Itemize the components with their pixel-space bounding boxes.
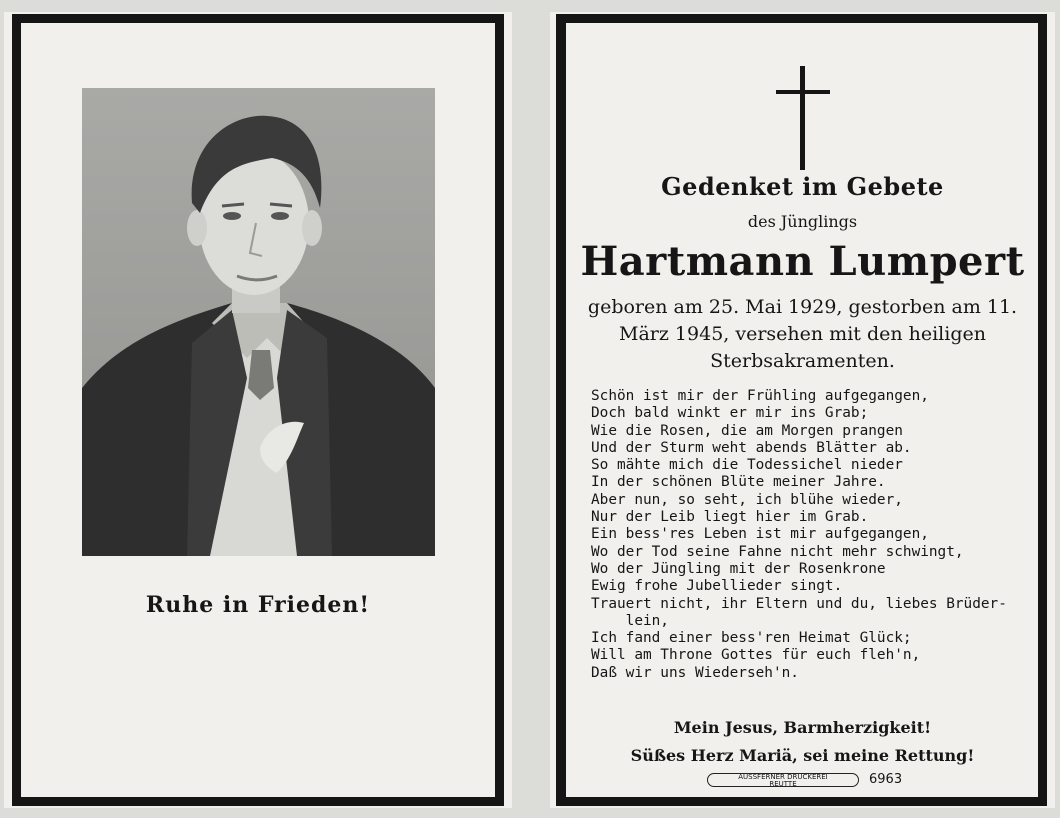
- prayer-line-1: Mein Jesus, Barmherzigkeit!: [673, 718, 932, 737]
- prayer-line-2: Süßes Herz Mariä, sei meine Rettung!: [630, 746, 975, 765]
- cross-icon: [776, 66, 830, 170]
- poem-line: In der schönen Blüte meiner Jahre.: [591, 474, 886, 491]
- poem-line: Aber nun, so seht, ich blühe wieder,: [591, 491, 903, 508]
- printer-logo-line1: AUSSFERNER DRUCKEREI: [738, 772, 828, 781]
- left-page: [4, 12, 512, 808]
- poem-line: Wie die Rosen, die am Morgen prangen: [591, 422, 903, 439]
- poem-line: Ich fand einer bess'ren Heimat Glück;: [591, 630, 912, 647]
- printer-logo-line2: REUTTE: [769, 779, 797, 788]
- printer-logo: [707, 773, 859, 787]
- poem-line: Wo der Jüngling mit der Rosenkrone: [591, 560, 886, 577]
- printer-mark: [707, 772, 902, 787]
- portrait-photo: [82, 88, 435, 556]
- poem-line: Ein bess'res Leben ist mir aufgegangen,: [591, 526, 929, 543]
- poem-line: Doch bald winkt er mir ins Grab;: [591, 405, 869, 422]
- poem-line: Und der Sturm weht abends Blätter ab.: [591, 439, 912, 456]
- right-page: [550, 12, 1055, 808]
- poem-line: Will am Throne Gottes für euch fleh'n,: [591, 647, 921, 664]
- poem-line: So mähte mich die Todessichel nieder: [591, 457, 903, 474]
- portrait-illustration: [82, 88, 435, 556]
- poem-line: Ewig frohe Jubellieder singt.: [591, 578, 843, 595]
- print-number: 6963: [869, 772, 903, 787]
- poem-line: lein,: [591, 612, 669, 629]
- poem-line: Wo der Tod seine Fahne nicht mehr schwingt,: [591, 543, 964, 560]
- poem-line: Trauert nicht, ihr Eltern und du, liebes Brüder-: [591, 595, 1007, 612]
- poem-line: Schön ist mir der Frühling aufgegangen,: [591, 388, 929, 404]
- deceased-name: Hartmann Lumpert: [580, 238, 1025, 285]
- memorial-poem: [591, 388, 1031, 682]
- life-dates: geboren am 25. Mai 1929, gestorben am 11. März 1945, versehen mit den heiligen Sterbsakramenten.: [587, 296, 1018, 372]
- rest-in-peace-text: Ruhe in Frieden!: [145, 592, 371, 618]
- heading: Gedenket im Gebete: [661, 172, 944, 201]
- poem-line: Nur der Leib liegt hier im Grab.: [591, 509, 869, 526]
- poem-line: Daß wir uns Wiederseh'n.: [591, 664, 799, 681]
- subheading: des Jünglings: [747, 212, 858, 231]
